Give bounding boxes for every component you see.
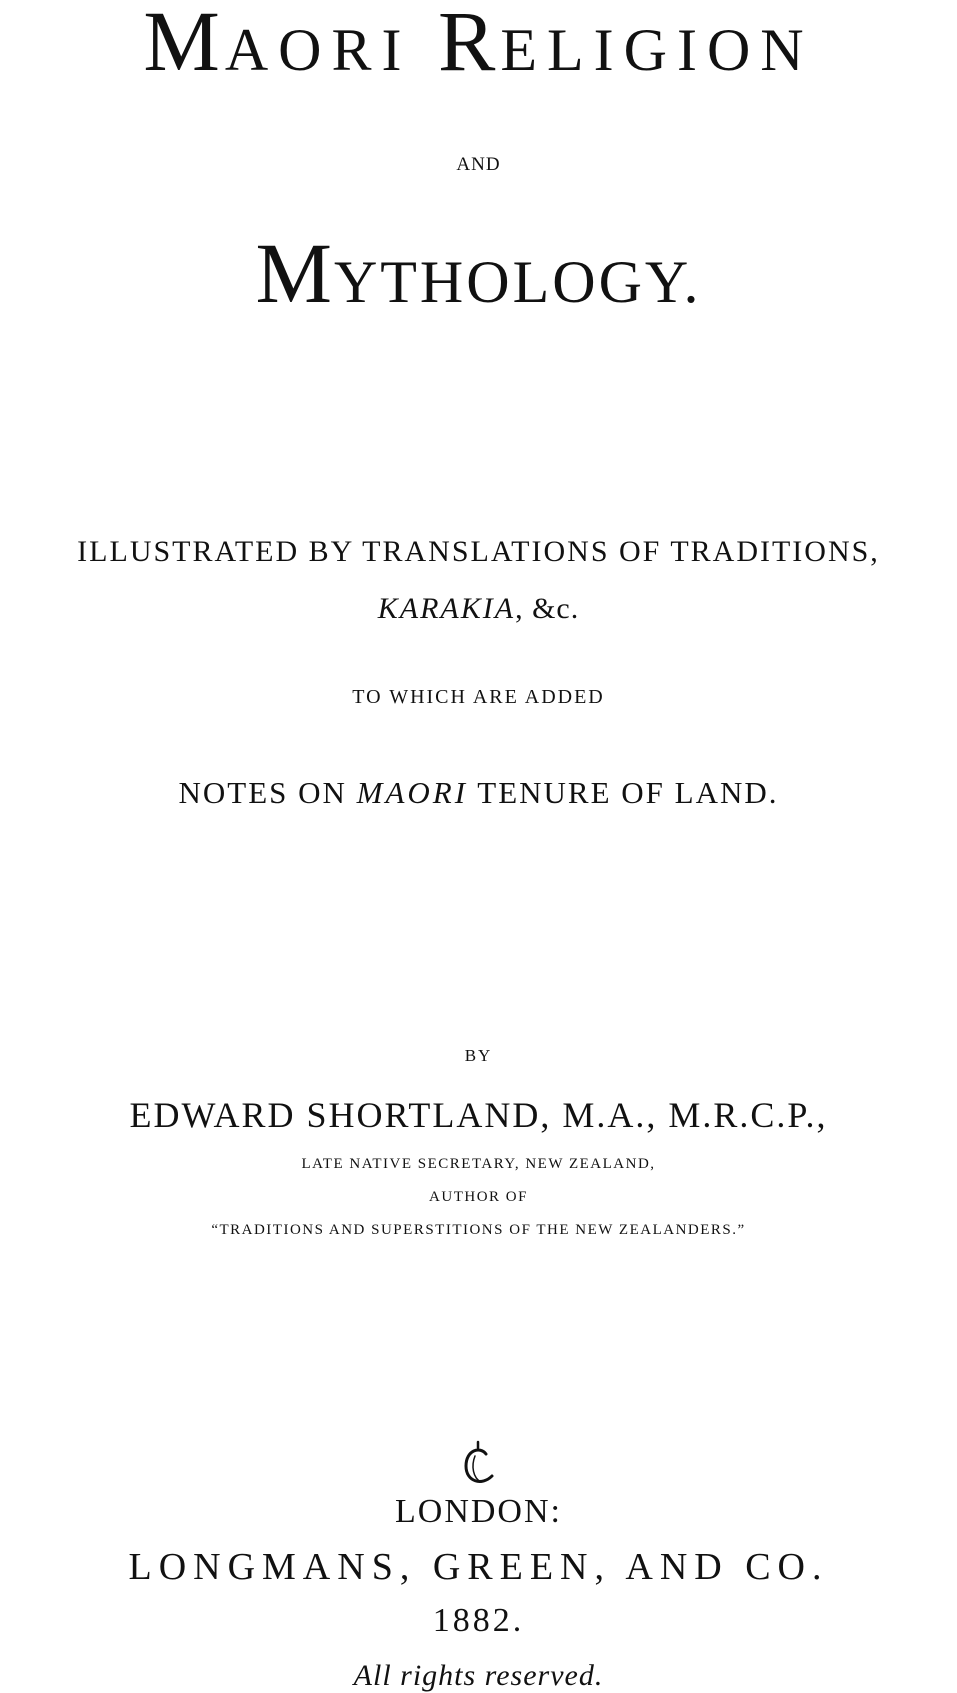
author-of: AUTHOR OF bbox=[429, 1189, 528, 1205]
imprint-year: 1882. bbox=[432, 1602, 525, 1639]
library-mark-icon bbox=[456, 1438, 500, 1494]
notes-post: TENURE OF LAND. bbox=[468, 775, 779, 810]
subtitle-illustrated: ILLUSTRATED BY TRANSLATIONS OF TRADITIONS, bbox=[77, 535, 880, 568]
title-maori-religion bbox=[0, 0, 957, 89]
karakia-italic: KARAKIA bbox=[377, 592, 516, 625]
subtitle-karakia bbox=[0, 592, 957, 626]
title-conjunction: AND bbox=[456, 154, 501, 175]
karakia-rest: , &c. bbox=[515, 592, 580, 625]
subtitle-notes bbox=[0, 775, 957, 811]
subtitle-to-which: TO WHICH ARE ADDED bbox=[352, 686, 605, 708]
notes-pre: NOTES ON bbox=[178, 775, 357, 810]
title-initial: M bbox=[143, 0, 225, 89]
title-smallcaps: ELIGION bbox=[500, 17, 814, 83]
author-by: BY bbox=[464, 1046, 493, 1065]
author-name: EDWARD SHORTLAND, M.A., M.R.C.P., bbox=[129, 1095, 828, 1135]
title-smallcaps: YTHOLOGY. bbox=[333, 249, 702, 315]
title-initial: R bbox=[438, 0, 501, 89]
imprint-publisher: LONGMANS, GREEN, AND CO. bbox=[128, 1546, 829, 1588]
title-mythology bbox=[0, 225, 957, 321]
notes-italic: MAORI bbox=[356, 775, 469, 810]
title-initial: M bbox=[255, 225, 334, 321]
title-smallcaps: AORI bbox=[224, 17, 412, 83]
author-previous-work: “TRADITIONS AND SUPERSTITIONS OF THE NEW ZEALANDERS.” bbox=[211, 1222, 746, 1238]
imprint-place: LONDON: bbox=[395, 1493, 562, 1530]
imprint-rights: All rights reserved. bbox=[353, 1659, 604, 1692]
author-position: LATE NATIVE SECRETARY, NEW ZEALAND, bbox=[301, 1156, 656, 1172]
